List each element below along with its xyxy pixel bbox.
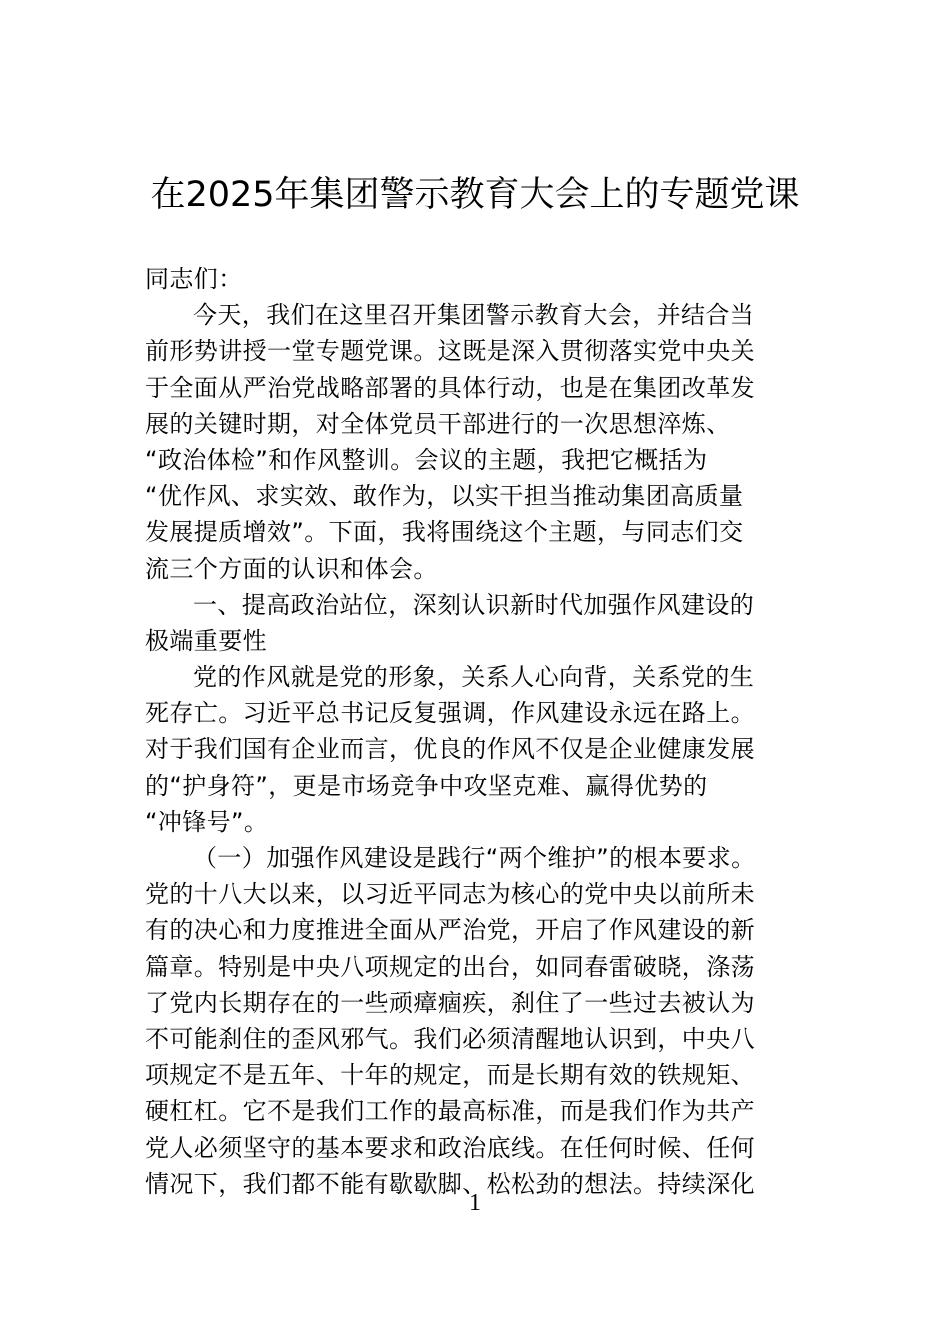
paragraph-line: 发展提质增效”。下面，我将围绕这个主题，与同志们交 (145, 518, 744, 547)
paragraph-line: 不可能刹住的歪风邪气。我们必须清醒地认识到，中央八 (145, 1024, 755, 1053)
paragraph-line: 情况下，我们都不能有歇歇脚、松松劲的想法。持续深化 (145, 1169, 755, 1198)
paragraph-line: “优作风、求实效、敢作为，以实干担当推动集团高质量 (145, 482, 744, 511)
paragraph-line: 党的作风就是党的形象，关系人心向背，关系党的生 (193, 663, 755, 692)
paragraph-line: 了党内长期存在的一些顽瘴痼疾，刹住了一些过去被认为 (145, 988, 755, 1017)
section-heading-line: 一、提高政治站位，深刻认识新时代加强作风建设的 (193, 590, 755, 619)
paragraph-line: 党的十八大以来，以习近平同志为核心的党中央以前所未 (145, 880, 755, 909)
paragraph-line: 硬杠杠。它不是我们工作的最高标准，而是我们作为共产 (145, 1097, 755, 1126)
section-heading-line: 极端重要性 (145, 626, 267, 655)
paragraph-line: “政治体检”和作风整训。会议的主题，我把它概括为 (145, 445, 708, 474)
subsection-line: （一）加强作风建设是践行“两个维护”的根本要求。 (193, 844, 756, 872)
paragraph-line: 前形势讲授一堂专题党课。这既是深入贯彻落实党中央关 (145, 337, 755, 366)
paragraph-line: 的“护身符”，更是市场竞争中攻坚克难、赢得优势的 (145, 771, 708, 800)
paragraph-line: 项规定不是五年、十年的规定，而是长期有效的铁规矩、 (145, 1061, 755, 1090)
document-title: 在2025年集团警示教育大会上的专题党课 (150, 175, 800, 215)
paragraph-line: 死存亡。习近平总书记反复强调，作风建设永远在路上。 (145, 699, 755, 728)
paragraph-line: 篇章。特别是中央八项规定的出台，如同春雷破晓，涤荡 (145, 952, 755, 981)
paragraph-line: 展的关键时期，对全体党员干部进行的一次思想淬炼、 (145, 409, 731, 438)
document-body (145, 261, 815, 1202)
paragraph-line: 今天，我们在这里召开集团警示教育大会，并结合当 (193, 301, 755, 330)
page-number: 1 (469, 1190, 481, 1216)
paragraph-line: 有的决心和力度推进全面从严治党，开启了作风建设的新 (145, 916, 755, 945)
paragraph-line: 于全面从严治党战略部署的具体行动，也是在集团改革发 (145, 373, 755, 402)
paragraph-line: 党人必须坚守的基本要求和政治底线。在任何时候、任何 (145, 1133, 755, 1162)
paragraph-line: 流三个方面的认识和体会。 (145, 554, 438, 583)
paragraph-line: “冲锋号”。 (145, 807, 269, 836)
paragraph-line: 对于我们国有企业而言，优良的作风不仅是企业健康发展 (145, 735, 755, 764)
salutation-line: 同志们： (145, 265, 243, 293)
